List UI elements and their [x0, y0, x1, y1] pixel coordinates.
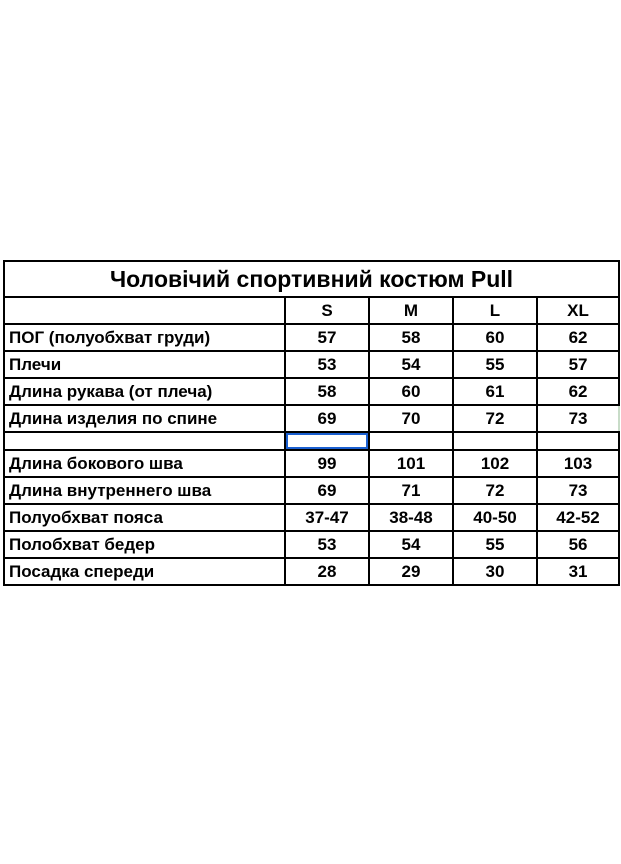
value-cell[interactable]: 99	[285, 450, 369, 477]
table-title[interactable]: Чоловічий спортивний костюм Pull	[4, 261, 619, 297]
table-row	[4, 324, 619, 351]
size-header-s[interactable]: S	[285, 297, 369, 324]
value-cell[interactable]: 101	[369, 450, 453, 477]
row-label[interactable]: Длина рукава (от плеча)	[4, 378, 285, 405]
table-row	[4, 378, 619, 405]
value-cell[interactable]: 57	[285, 324, 369, 351]
value-cell[interactable]: 62	[537, 324, 619, 351]
value-cell[interactable]: 73	[537, 477, 619, 504]
value-cell[interactable]: 73	[537, 405, 619, 432]
title-row	[4, 261, 619, 297]
size-header-xl[interactable]: XL	[537, 297, 619, 324]
value-cell[interactable]: 62	[537, 378, 619, 405]
size-header-l[interactable]: L	[453, 297, 537, 324]
value-cell[interactable]: 72	[453, 405, 537, 432]
value-cell[interactable]: 57	[537, 351, 619, 378]
table-row	[4, 558, 619, 585]
table-row	[4, 477, 619, 504]
value-cell[interactable]: 58	[369, 324, 453, 351]
row-label[interactable]: Длина бокового шва	[4, 450, 285, 477]
value-cell[interactable]: 31	[537, 558, 619, 585]
value-cell[interactable]: 56	[537, 531, 619, 558]
value-cell[interactable]: 38-48	[369, 504, 453, 531]
selected-empty-cell[interactable]	[285, 432, 369, 450]
value-cell[interactable]: 71	[369, 477, 453, 504]
size-header-m[interactable]: M	[369, 297, 453, 324]
row-label[interactable]: Посадка спереди	[4, 558, 285, 585]
value-cell[interactable]: 103	[537, 450, 619, 477]
header-empty-cell[interactable]	[4, 297, 285, 324]
value-cell[interactable]: 58	[285, 378, 369, 405]
value-cell[interactable]: 69	[285, 477, 369, 504]
value-cell[interactable]: 54	[369, 531, 453, 558]
value-cell[interactable]: 55	[453, 531, 537, 558]
row-label[interactable]: Длина внутреннего шва	[4, 477, 285, 504]
size-chart-table	[3, 260, 620, 586]
spacer-row	[4, 432, 619, 450]
empty-cell[interactable]	[537, 432, 619, 450]
value-cell[interactable]: 28	[285, 558, 369, 585]
value-cell[interactable]: 37-47	[285, 504, 369, 531]
fill-handle[interactable]	[365, 446, 369, 450]
value-cell[interactable]: 72	[453, 477, 537, 504]
table-row	[4, 450, 619, 477]
value-cell[interactable]: 54	[369, 351, 453, 378]
table-row	[4, 504, 619, 531]
size-header-row	[4, 297, 619, 324]
value-cell[interactable]: 40-50	[453, 504, 537, 531]
value-cell[interactable]: 29	[369, 558, 453, 585]
value-cell[interactable]: 70	[369, 405, 453, 432]
row-label[interactable]: Плечи	[4, 351, 285, 378]
row-label[interactable]: Полобхват бедер	[4, 531, 285, 558]
row-label[interactable]: Полуобхват пояса	[4, 504, 285, 531]
table-row	[4, 351, 619, 378]
value-cell[interactable]: 69	[285, 405, 369, 432]
value-cell[interactable]: 42-52	[537, 504, 619, 531]
table-row	[4, 405, 619, 432]
empty-cell[interactable]	[453, 432, 537, 450]
row-label[interactable]: Длина изделия по спине	[4, 405, 285, 432]
empty-cell[interactable]	[4, 432, 285, 450]
table-row	[4, 531, 619, 558]
value-cell[interactable]: 53	[285, 351, 369, 378]
value-cell[interactable]: 60	[369, 378, 453, 405]
value-cell[interactable]: 53	[285, 531, 369, 558]
value-cell[interactable]: 30	[453, 558, 537, 585]
value-cell[interactable]: 55	[453, 351, 537, 378]
value-cell[interactable]: 61	[453, 378, 537, 405]
value-cell[interactable]: 102	[453, 450, 537, 477]
empty-cell[interactable]	[369, 432, 453, 450]
row-label[interactable]: ПОГ (полуобхват груди)	[4, 324, 285, 351]
value-cell[interactable]: 60	[453, 324, 537, 351]
